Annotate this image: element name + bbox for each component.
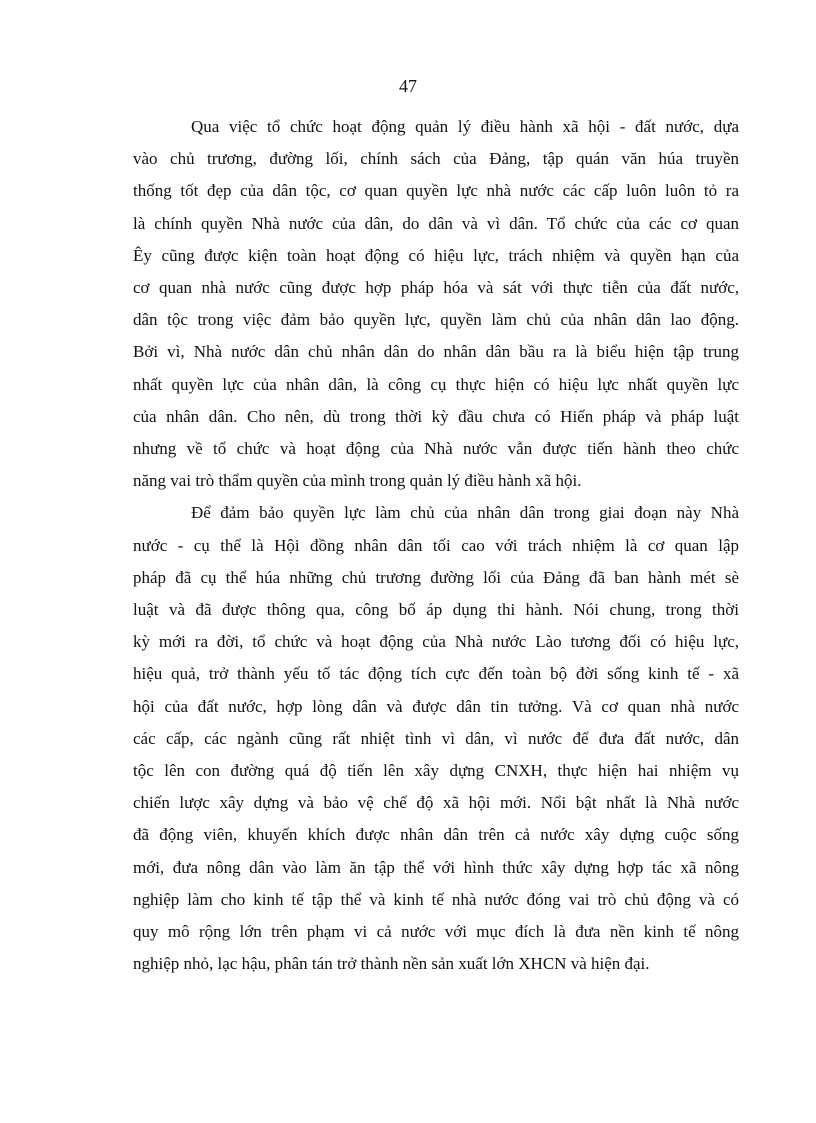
text-line: hội của đất nước, hợp lòng dân và được dân tin tưởng. Và cơ quan nhà nước [133, 696, 739, 716]
text-line: Êy cũng được kiện toàn hoạt động có hiệu lực, trách nhiệm và quyền hạn của [133, 245, 739, 265]
text-line: nhưng về tổ chức và hoạt động của Nhà nước vẫn được tiến hành theo chức [133, 439, 739, 459]
text-line: chiến lược xây dựng và bảo vệ chế độ xã hội mới. Nổi bật nhất là Nhà nước [133, 793, 739, 813]
text-line: đã động viên, khuyến khích được nhân dân trên cả nước xây dựng cuộc sống [133, 825, 739, 845]
text-line: nghiệp nhỏ, lạc hậu, phân tán trở thành nền sản xuất lớn XHCN và hiện đại. [133, 954, 650, 974]
text-line: của nhân dân. Cho nên, dù trong thời kỳ đầu chưa có Hiến pháp và pháp luật [133, 406, 739, 426]
text-line: hiệu quả, trở thành yếu tố tác động tích cực đến toàn bộ đời sống kinh tế - xã [133, 664, 739, 684]
text-line: nghiệp làm cho kinh tế tập thể và kinh tế nhà nước đóng vai trò chủ động và có [133, 889, 739, 909]
text-line: luật và đã được thông qua, công bố áp dụng thi hành. Nói chung, trong thời [133, 600, 739, 620]
text-line: cơ quan nhà nước cũng được hợp pháp hóa và sát với thực tiễn của đất nước, [133, 278, 739, 298]
text-line: pháp đã cụ thể húa những chủ trương đường lối của Đảng đã ban hành mét sè [133, 567, 739, 587]
text-line: kỳ mới ra đời, tổ chức và hoạt động của Nhà nước Lào tương đối có hiệu lực, [133, 632, 739, 652]
text-line: tộc lên con đường quá độ tiến lên xây dựng CNXH, thực hiện hai nhiệm vụ [133, 761, 739, 781]
text-line: là chính quyền Nhà nước của dân, do dân và vì dân. Tổ chức của các cơ quan [133, 213, 739, 233]
text-line: năng vai trò thẩm quyền của mình trong quản lý điều hành xã hội. [133, 471, 582, 491]
text-line: Qua việc tổ chức hoạt động quản lý điều hành xã hội - đất nước, dựa [191, 117, 739, 136]
text-line: Bởi vì, Nhà nước dân chủ nhân dân do nhân dân bầu ra là biểu hiện tập trung [133, 342, 739, 362]
text-line: Để đảm bảo quyền lực làm chủ của nhân dân trong giai đoạn này Nhà [191, 503, 739, 523]
page-number: 47 [399, 76, 417, 96]
text-line: mới, đưa nông dân vào làm ăn tập thể với hình thức xây dựng hợp tác xã nông [133, 857, 739, 877]
paragraph-2 [133, 497, 739, 980]
text-line: quy mô rộng lớn trên phạm vi cả nước với mục đích là đưa nền kinh tế nông [133, 922, 739, 942]
text-line: nhất quyền lực của nhân dân, là công cụ thực hiện có hiệu lực nhất quyền lực [133, 374, 739, 394]
text-line: vào chủ trương, đường lối, chính sách của Đảng, tập quán văn húa truyền [133, 149, 739, 169]
text-line: các cấp, các ngành cũng rất nhiệt tình vì dân, vì nước để đưa đất nước, dân [133, 728, 739, 748]
text-line: dân tộc trong việc đảm bảo quyền lực, quyền làm chủ của nhân dân lao động. [133, 310, 739, 330]
document-body [133, 111, 739, 980]
paragraph-1 [133, 111, 739, 497]
text-line: thống tốt đẹp của dân tộc, cơ quan quyền lực nhà nước các cấp luôn luôn tỏ ra [133, 181, 739, 201]
text-line: nước - cụ thể là Hội đồng nhân dân tối cao với trách nhiệm là cơ quan lập [133, 535, 739, 555]
